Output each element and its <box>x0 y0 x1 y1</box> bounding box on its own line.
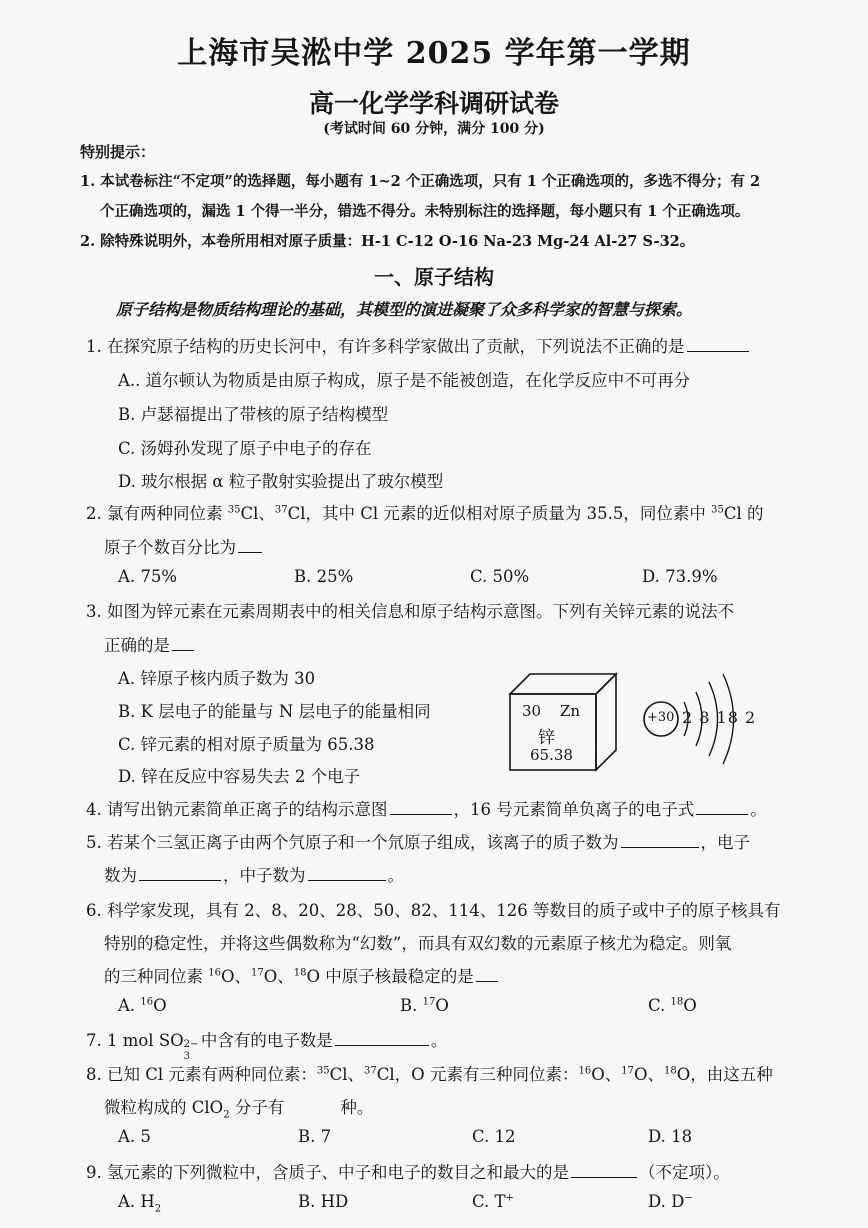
answer-blank[interactable] <box>238 537 262 553</box>
subscript: 2 <box>223 1109 230 1121</box>
q2-option-c: C. 50% <box>470 567 530 586</box>
mass-number: 37 <box>364 1065 377 1077</box>
q6-text: O、 <box>263 967 294 986</box>
zinc-name: 锌 <box>538 728 555 748</box>
q6-option-b: B. $^{17}$O <box>400 996 449 1015</box>
question-7: 7. 1 mol SO 2− 3 中含有的电子数是 。 <box>86 1031 448 1062</box>
answer-blank[interactable] <box>687 336 749 352</box>
q9-text: 9. 氢元素的下列微粒中，含质子、中子和电子的数目之和最大的是 <box>86 1163 569 1182</box>
q9-option-b: B. HD <box>298 1192 349 1211</box>
q6-text: O、 <box>220 967 252 986</box>
q1-option-b: B. 卢瑟福提出了带核的原子结构模型 <box>118 405 389 424</box>
notes-heading: 特别提示： <box>80 143 156 161</box>
note-1-line-1: 1. 本试卷标注“不定项”的选择题，每小题有 1~2 个正确选项，只有 1 个正确选项的，多选不得分；有 2 <box>80 173 761 190</box>
zinc-atomic-number: 30 <box>522 702 542 720</box>
question-1-stem: 1. 在探究原子结构的历史长河中，有许多科学家做出了贡献，下列说法不正确的是 <box>86 337 685 356</box>
q8-option-c: C. 12 <box>472 1127 516 1146</box>
answer-blank[interactable] <box>621 832 699 848</box>
q8-option-b: B. 7 <box>298 1127 332 1146</box>
exam-title: 上海市吴淞中学 2025 学年第一学期 <box>177 36 691 71</box>
q3-option-a: A. 锌原子核内质子数为 30 <box>118 669 316 688</box>
question-6-line-1: 6. 科学家发现，具有 2、8、20、28、50、82、114、126 等数目的质子或中子的原子核具有 <box>86 901 781 920</box>
mass-number: 16 <box>578 1065 592 1077</box>
q2-text: Cl 的 <box>723 504 764 523</box>
q8-text: O、 <box>633 1065 664 1084</box>
exam-subtitle: 高一化学学科调研试卷 <box>308 89 559 118</box>
q4-text: 4. 请写出钠元素简单正离子的结构示意图 <box>86 800 388 819</box>
q1-option-c: C. 汤姆孙发现了原子中电子的存在 <box>118 439 372 458</box>
mass-number: 35 <box>316 1065 330 1077</box>
q2-option-d: D. 73.9% <box>642 567 718 586</box>
q8-text: Cl，O 元素有三种同位素： <box>376 1065 579 1084</box>
answer-blank[interactable] <box>476 966 498 982</box>
question-9 <box>86 1159 730 1183</box>
q9-option-a: A. $H_2$ <box>118 1192 162 1215</box>
section-intro: 原子结构是物质结构理论的基础，其模型的演进凝聚了众多科学家的智慧与探索。 <box>116 300 693 319</box>
q9-option-d: D. D− <box>648 1192 693 1211</box>
q2-text: Cl，其中 Cl 元素的近似相对原子质量为 35.5，同位素中 <box>287 504 712 523</box>
q8-text: 种。 <box>340 1098 374 1117</box>
q3-option-b: B. K 层电子的能量与 N 层电子的能量相同 <box>118 702 431 721</box>
question-3-line-1: 3. 如图为锌元素在元素周期表中的相关信息和原子结构示意图。下列有关锌元素的说法不 <box>86 602 734 621</box>
answer-blank[interactable] <box>571 1162 637 1178</box>
q2-option-a: A. 75% <box>118 567 178 586</box>
q4-text: ，16 号元素简单负离子的电子式 <box>453 800 695 819</box>
q3-option-d: D. 锌在反应中容易失去 2 个电子 <box>118 767 361 786</box>
q6-text: 的三种同位素 <box>104 967 209 986</box>
q8-text: O，由这五种 <box>676 1065 773 1084</box>
q3-text: 正确的是 <box>104 636 170 655</box>
answer-blank[interactable] <box>335 1030 429 1046</box>
q5-text: 5. 若某个三氢正离子由两个氕原子和一个氘原子组成，该离子的质子数为 <box>86 833 619 852</box>
exam-info: (考试时间 60 分钟，满分 100 分) <box>323 121 545 137</box>
mass-number: 17 <box>251 967 264 979</box>
q6-option-a: A. $^{16}$O <box>118 996 167 1015</box>
q1-option-a: A.. 道尔顿认为物质是由原子构成，原子是不能被创造，在化学反应中不可再分 <box>118 371 691 390</box>
q7-text: 。 <box>430 1031 448 1050</box>
q2-text: 2. 氯有两种同位素 <box>86 504 228 523</box>
q8-option-d: D. 18 <box>648 1127 693 1146</box>
mass-number: 37 <box>274 504 288 516</box>
question-2-line-2 <box>104 534 264 558</box>
q4-text: 。 <box>750 800 767 819</box>
nucleus-charge: +30 <box>647 710 675 725</box>
q6-option-c: C. $^{18}$O <box>648 996 697 1015</box>
q2-text: 原子个数百分比为 <box>104 538 236 557</box>
mass-number: 18 <box>293 967 307 979</box>
q7-text: 7. 1 mol SO <box>86 1031 184 1050</box>
answer-blank[interactable] <box>390 799 452 815</box>
q8-text: O、 <box>591 1065 622 1084</box>
question-8-line-1 <box>86 1061 773 1085</box>
q1-option-d: D. 玻尔根据 α 粒子散射实验提出了玻尔模型 <box>118 472 444 491</box>
q5-text: ，中子数为 <box>223 866 306 885</box>
q8-option-a: A. 5 <box>118 1127 151 1146</box>
q8-text: 微粒构成的 ClO <box>104 1098 224 1117</box>
question-6-line-3 <box>104 963 500 987</box>
q8-text: 8. 已知 Cl 元素有两种同位素： <box>86 1065 317 1084</box>
answer-blank[interactable] <box>139 865 221 881</box>
q6-text: O 中原子核最稳定的是 <box>306 967 474 986</box>
q2-text: Cl、 <box>240 504 275 523</box>
q9-text: （不定项）。 <box>639 1163 730 1182</box>
note-1-line-2: 个正确选项的，漏选 1 个得一半分，错选不得分。未特别标注的选择题，每小题只有 1 个正确选项。 <box>100 203 750 220</box>
q5-text: 数为 <box>104 866 137 885</box>
mass-number: 35 <box>711 504 724 516</box>
question-5-line-2 <box>104 862 404 886</box>
mass-number: 16 <box>208 967 221 979</box>
zinc-atomic-mass: 65.38 <box>530 746 573 764</box>
question-6-line-2: 特别的稳定性，并将这些偶数称为“幻数”，而具有双幻数的元素原子核尤为稳定。则氧 <box>104 934 732 953</box>
question-1 <box>86 333 751 357</box>
answer-blank[interactable] <box>696 799 748 815</box>
section-title: 一、原子结构 <box>374 265 494 289</box>
electron-shell-counts: 2 8 18 2 <box>682 708 757 727</box>
note-2: 2. 除特殊说明外，本卷所用相对原子质量：H-1 C-12 O-16 Na-23 Mg-24 Al-27 S-32。 <box>80 233 695 250</box>
question-3-line-2 <box>104 632 196 656</box>
q7-text: 中含有的电子数是 <box>195 1031 333 1050</box>
mass-number: 18 <box>663 1065 677 1077</box>
answer-blank[interactable] <box>308 865 386 881</box>
question-5-line-1 <box>86 829 750 853</box>
mass-number: 17 <box>621 1065 634 1077</box>
zinc-symbol: Zn <box>560 702 581 720</box>
question-4 <box>86 796 767 820</box>
q8-text: 分子有 <box>229 1098 285 1117</box>
question-8-line-2 <box>104 1094 373 1120</box>
q9-option-c: C. T+ <box>472 1192 514 1211</box>
answer-blank[interactable] <box>172 635 194 651</box>
q5-text: 。 <box>387 866 404 885</box>
question-2-line-1 <box>86 500 764 524</box>
q5-text: ，电子 <box>700 833 750 852</box>
q3-option-c: C. 锌元素的相对原子质量为 65.38 <box>118 735 375 754</box>
q2-option-b: B. 25% <box>294 567 354 586</box>
mass-number: 35 <box>227 504 241 516</box>
q8-text: Cl、 <box>329 1065 365 1084</box>
